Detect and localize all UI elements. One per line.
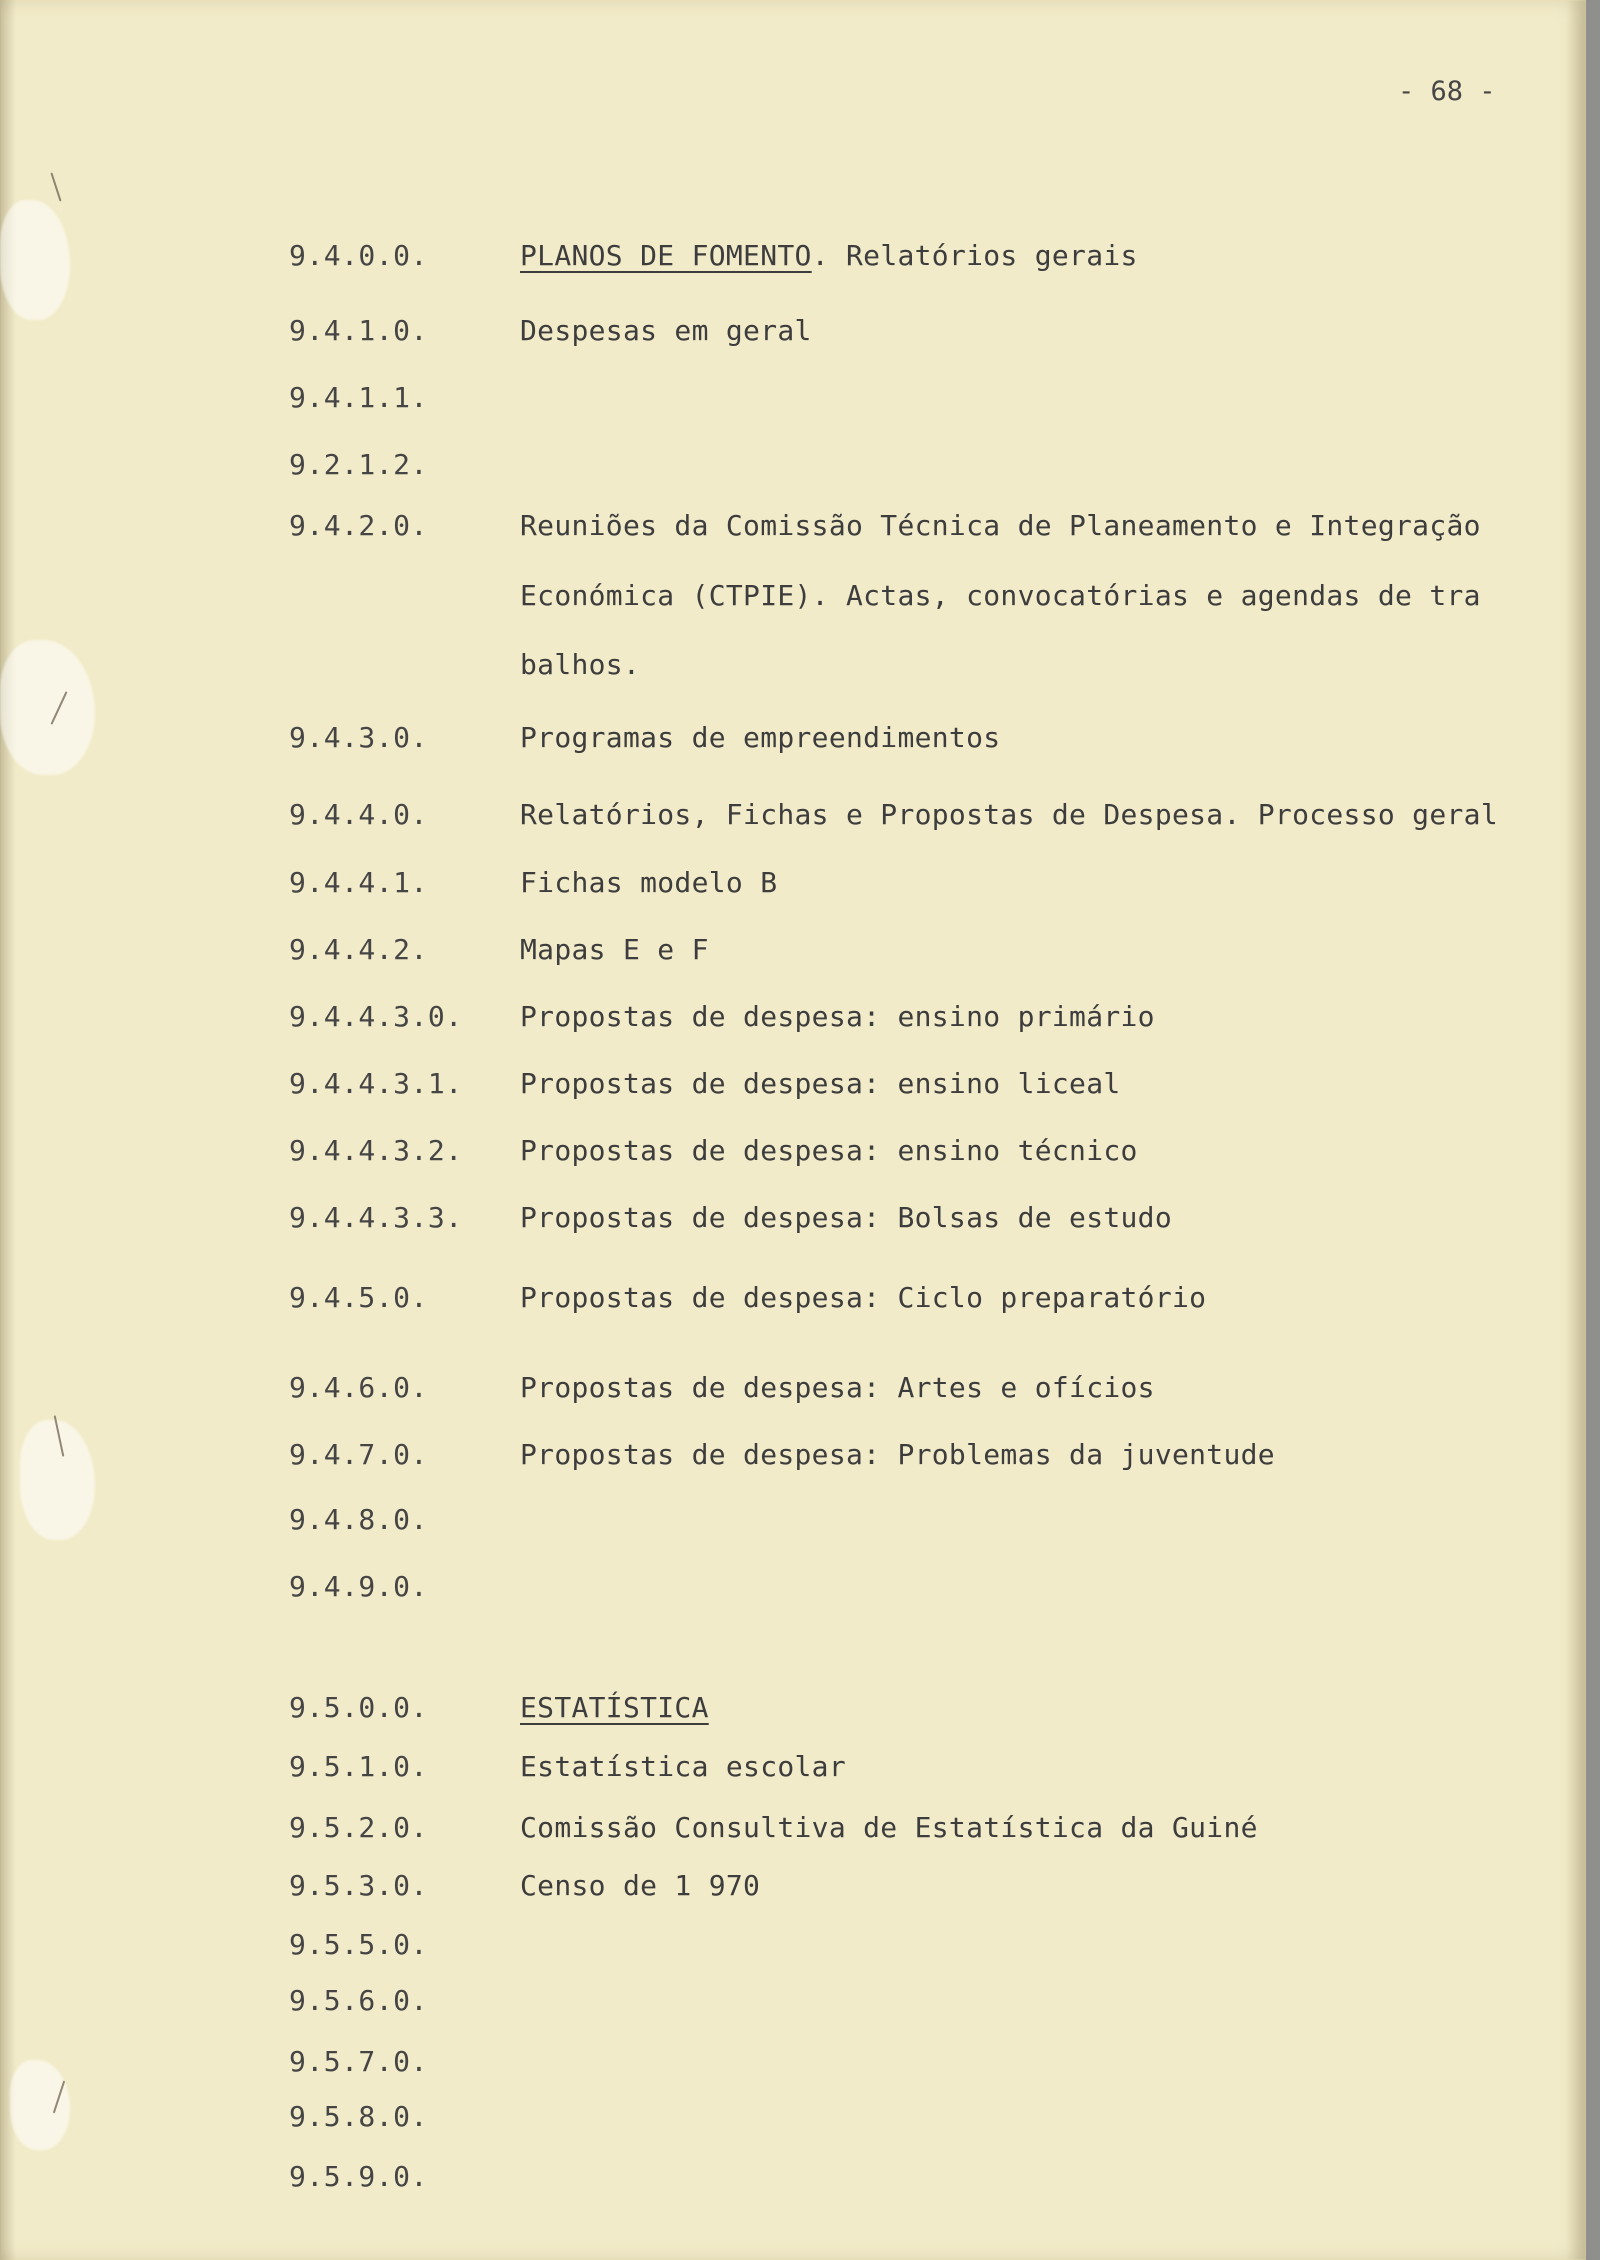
entry-text xyxy=(520,1281,1207,1314)
entry-code: 9.4.4.3.3. xyxy=(289,1201,463,1234)
entry-code: 9.5.8.0. xyxy=(289,2100,428,2133)
entry-text xyxy=(520,1067,1121,1100)
entry-description: Reuniões da Comissão Técnica de Planeamento e Integração xyxy=(520,509,1481,542)
entry-code: 9.4.3.0. xyxy=(289,721,428,754)
entry-text xyxy=(520,1811,1258,1844)
entry-text xyxy=(520,1371,1155,1404)
entry-code: 9.5.6.0. xyxy=(289,1984,428,2017)
entry-text xyxy=(520,1750,846,1783)
entry-code: 9.4.5.0. xyxy=(289,1281,428,1314)
entry-description: Propostas de despesa: Ciclo preparatório xyxy=(520,1281,1207,1314)
entry-description: Programas de empreendimentos xyxy=(520,721,1001,754)
entry-text xyxy=(520,1134,1138,1167)
entry-code: 9.4.4.3.0. xyxy=(289,1000,463,1033)
entry-text xyxy=(520,1691,709,1724)
entry-code: 9.4.4.3.1. xyxy=(289,1067,463,1100)
entry-code: 9.4.1.0. xyxy=(289,314,428,347)
entry-description: Comissão Consultiva de Estatística da Guiné xyxy=(520,1811,1258,1844)
entry-code: 9.4.6.0. xyxy=(289,1371,428,1404)
entry-code: 9.5.7.0. xyxy=(289,2045,428,2078)
entry-text xyxy=(520,648,641,681)
entry-text xyxy=(520,1869,761,1902)
entry-description: Propostas de despesa: Bolsas de estudo xyxy=(520,1201,1172,1234)
entry-description: balhos. xyxy=(520,648,641,681)
entry-code: 9.5.5.0. xyxy=(289,1928,428,1961)
entry-code: 9.4.0.0. xyxy=(289,239,428,272)
entry-text xyxy=(520,1201,1172,1234)
section-heading: ESTATÍSTICA xyxy=(520,1691,709,1724)
entry-code: 9.4.9.0. xyxy=(289,1570,428,1603)
page-number: - 68 - xyxy=(1398,76,1496,107)
entry-description: Censo de 1 970 xyxy=(520,1869,761,1902)
entry-description: . Relatórios gerais xyxy=(811,239,1138,272)
entry-description: Económica (CTPIE). Actas, convocatórias e agendas de tra xyxy=(520,579,1481,612)
entry-text xyxy=(520,509,1481,542)
entry-text xyxy=(520,239,1138,272)
entry-code: 9.5.3.0. xyxy=(289,1869,428,1902)
section-heading: PLANOS DE FOMENTO xyxy=(520,239,812,272)
entry-code: 9.5.1.0. xyxy=(289,1750,428,1783)
entry-description: Propostas de despesa: Artes e ofícios xyxy=(520,1371,1155,1404)
entry-description: Propostas de despesa: ensino técnico xyxy=(520,1134,1138,1167)
entry-code: 9.5.9.0. xyxy=(289,2160,428,2193)
entry-code: 9.4.4.1. xyxy=(289,866,428,899)
entry-description: Estatística escolar xyxy=(520,1750,846,1783)
entry-code: 9.4.2.0. xyxy=(289,509,428,542)
entry-description: Fichas modelo B xyxy=(520,866,778,899)
entry-description: Propostas de despesa: ensino primário xyxy=(520,1000,1155,1033)
entry-code: 9.4.8.0. xyxy=(289,1503,428,1536)
entry-text xyxy=(520,1000,1155,1033)
entry-code: 9.4.4.3.2. xyxy=(289,1134,463,1167)
entry-description: Mapas E e F xyxy=(520,933,709,966)
entry-code: 9.4.4.2. xyxy=(289,933,428,966)
entry-text xyxy=(520,579,1481,612)
entry-text xyxy=(520,933,709,966)
entry-text xyxy=(520,866,778,899)
entry-code: 9.4.1.1. xyxy=(289,381,428,414)
entry-description: Propostas de despesa: Problemas da juventude xyxy=(520,1438,1275,1471)
entry-description: Propostas de despesa: ensino liceal xyxy=(520,1067,1121,1100)
entry-code: 9.5.2.0. xyxy=(289,1811,428,1844)
entry-code: 9.5.0.0. xyxy=(289,1691,428,1724)
entry-description: Despesas em geral xyxy=(520,314,812,347)
entry-text xyxy=(520,721,1001,754)
entry-text xyxy=(520,314,812,347)
entry-description: Relatórios, Fichas e Propostas de Despesa. Processo geral xyxy=(520,798,1498,831)
entry-code: 9.4.4.0. xyxy=(289,798,428,831)
entry-text xyxy=(520,1438,1275,1471)
entry-code: 9.4.7.0. xyxy=(289,1438,428,1471)
entry-text xyxy=(520,798,1498,831)
entry-code: 9.2.1.2. xyxy=(289,448,428,481)
